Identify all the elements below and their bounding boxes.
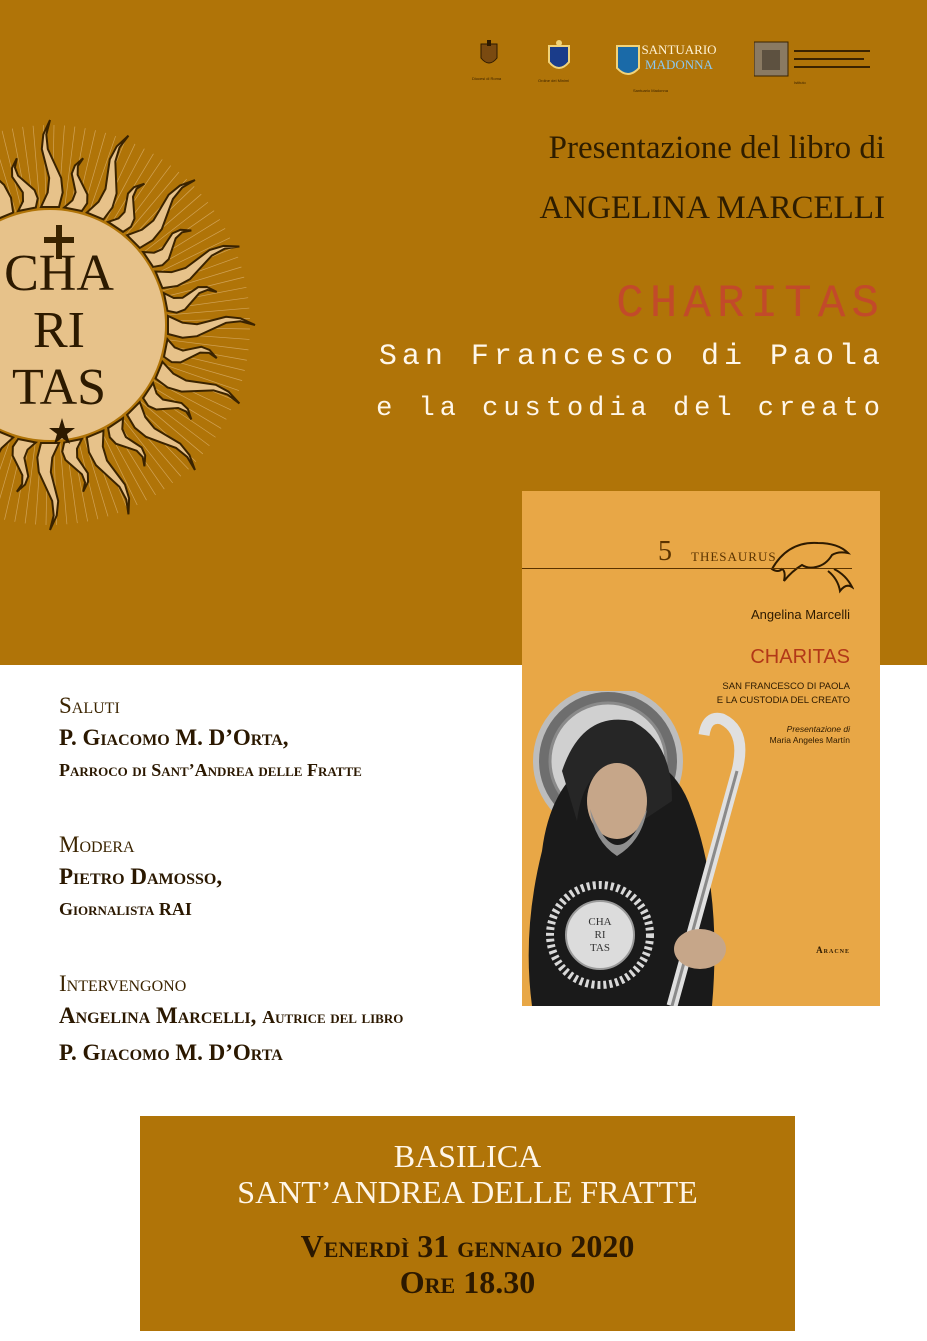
speaker-1-name: Angelina Marcelli, xyxy=(59,1003,257,1028)
logo-4: Istituto xyxy=(754,40,874,85)
sanctuary-logo-icon xyxy=(613,40,723,88)
cover-series-number: 5 xyxy=(658,536,672,567)
cover-medallion-2: RI xyxy=(594,929,606,941)
event-date: Venerdì 31 gennaio 2020 xyxy=(300,1228,635,1264)
greetings-label: Saluti xyxy=(59,693,120,718)
book-subtitle-2: e la custodia del creato xyxy=(376,394,885,424)
speakers-block xyxy=(59,970,539,1071)
cover-divider xyxy=(522,568,852,569)
sun-ray xyxy=(168,316,255,338)
cover-subtitle-2: E LA CUSTODIA DEL CREATO xyxy=(716,695,850,706)
greetings-block xyxy=(59,692,362,784)
presentation-line: Presentazione del libro di xyxy=(548,130,885,166)
logo-1: Diocesi di Roma xyxy=(478,40,500,77)
diocese-crest-icon xyxy=(546,40,572,76)
dolphin-icon xyxy=(768,531,854,595)
cover-medallion-3: TAS xyxy=(590,942,610,954)
sun-ray xyxy=(62,439,88,492)
sun-ray xyxy=(164,287,217,313)
sun-ray xyxy=(41,120,63,207)
moderator-label: Modera xyxy=(59,832,135,857)
cover-subtitle-1: SAN FRANCESCO DI PAOLA xyxy=(722,681,850,692)
svg-text:MADONNA: MADONNA xyxy=(645,57,713,72)
cover-author: Angelina Marcelli xyxy=(751,607,850,622)
cover-medallion-1: CHA xyxy=(588,916,612,928)
sun-ray xyxy=(12,158,38,211)
sun-ray xyxy=(37,443,59,530)
cover-presentation-name: Maria Angeles Martín xyxy=(769,735,850,745)
emblem-line-1: CHA xyxy=(4,245,114,302)
cover-title: CHARITAS xyxy=(750,646,850,668)
emblem-line-2: RI xyxy=(33,302,85,359)
moderator-name: Pietro Damosso, xyxy=(59,864,223,889)
sun-ray xyxy=(127,180,195,248)
venue-line-2: SANT’ANDREA DELLE FRATTE xyxy=(237,1174,698,1210)
charitas-sunburst-emblem xyxy=(0,115,260,535)
sun-ray xyxy=(0,431,13,515)
sponsor-logos xyxy=(470,40,880,93)
cover-publisher: Aracne xyxy=(816,945,850,955)
book-title: CHARITAS xyxy=(616,278,885,330)
papal-crest-icon xyxy=(478,40,500,72)
book-subtitle-1: San Francesco di Paola xyxy=(378,340,885,374)
moderator-role: Giornalista RAI xyxy=(59,899,192,919)
greetings-name: P. Giacomo M. D’Orta, xyxy=(59,725,289,750)
svg-text:SANTUARIO: SANTUARIO xyxy=(641,42,717,57)
sun-ray xyxy=(127,402,195,470)
institute-logo-icon xyxy=(754,40,874,80)
logo-2: Ordine dei Minimi xyxy=(546,40,572,81)
logo-3: SANTUARIO MADONNA Santuario Madonna xyxy=(613,40,723,93)
speaker-2-name: P. Giacomo M. D’Orta xyxy=(59,1040,283,1065)
venue-box xyxy=(140,1116,795,1331)
event-time: Ore 18.30 xyxy=(399,1264,536,1300)
cover-series-name: THESAURUS xyxy=(691,549,777,564)
speaker-1-role: Autrice del libro xyxy=(262,1007,404,1027)
book-cover xyxy=(522,491,880,1006)
author-name: ANGELINA MARCELLI xyxy=(539,190,885,226)
speakers-label: Intervengono xyxy=(59,971,187,996)
emblem-line-3: TAS xyxy=(11,359,107,416)
venue-line-1: BASILICA xyxy=(393,1138,542,1174)
greetings-role: Parroco di Sant’Andrea delle Fratte xyxy=(59,760,362,780)
speaker-1 xyxy=(59,998,539,1035)
saint-statue-image xyxy=(522,691,880,1006)
moderator-block xyxy=(59,831,222,923)
cover-presentation-label: Presentazione di xyxy=(786,724,850,734)
